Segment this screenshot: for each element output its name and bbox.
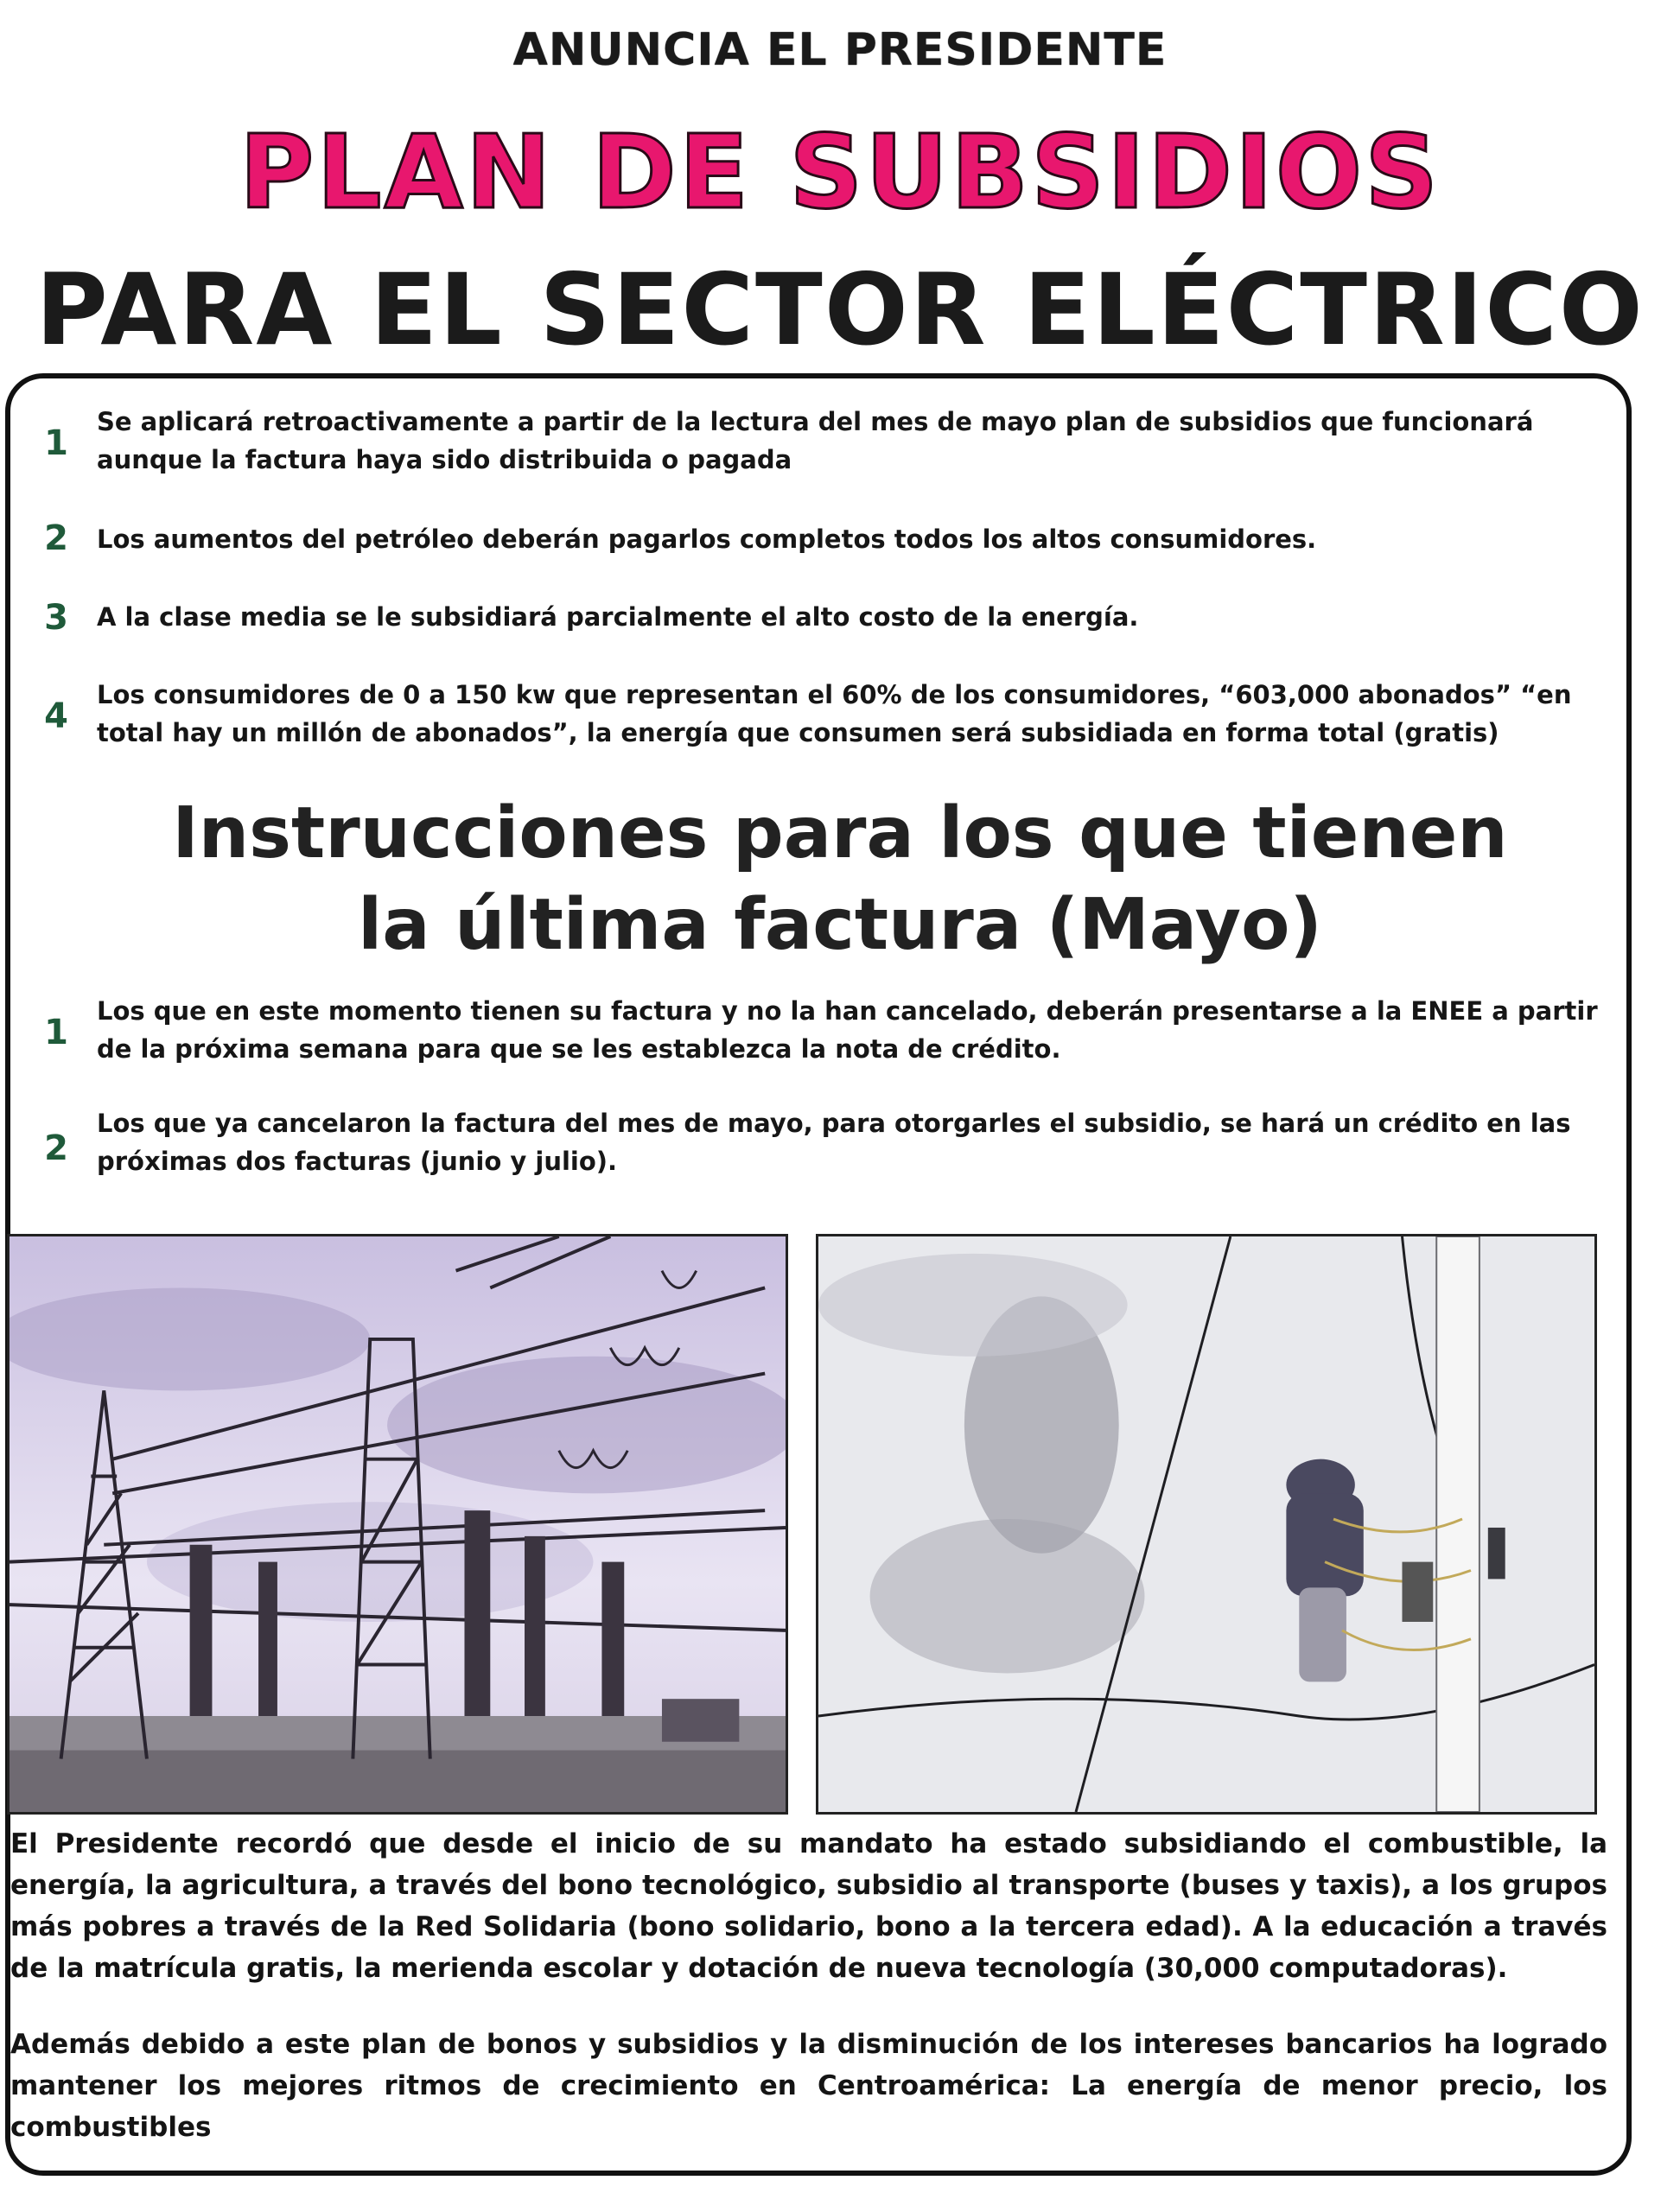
electrical-substation-photo <box>7 1234 788 1815</box>
title-line-1: PLAN DE SUBSIDIOS <box>239 112 1441 232</box>
body-paragraph: Además debido a este plan de bonos y subsidios y la disminución de los intereses bancarios ha logrado mantener los mejores ritmos de crecimiento en Centroamérica: La energía de menor precio, los combustibles <box>10 2029 1607 2143</box>
body-paragraph: El Presidente recordó que desde el inicio de su mandato ha estado subsidiando el combustible, la energía, la agricultura, a través del bono tecnológico, subsidio al transporte (buses y taxis), a los grupos más pobres a través de la Red Solidaria (bono solidario, bono a la tercera edad). A la educación a través de la matrícula gratis, la merienda escolar y dotación de nueva tecnología (30,000 computadoras). <box>10 1828 1607 1984</box>
kicker: ANUNCIA EL PRESIDENTE <box>512 24 1168 76</box>
measure-item <box>26 403 1625 480</box>
measure-text: Los aumentos del petróleo deberán pagarlos completos todos los altos consumidores. <box>97 524 1317 554</box>
measure-number: 4 <box>44 696 68 736</box>
measure-item <box>26 520 1625 563</box>
measure-text: Los consumidores de 0 a 150 kw que representan el 60% de los consumidores, “603,000 abonados” “en total hay un millón de abonados”, la energía que consumen será subsidiada en forma total (gratis) <box>97 680 1572 747</box>
measure-text: A la clase media se le subsidiará parcialmente el alto costo de la energía. <box>97 602 1139 632</box>
instruction-number: 2 <box>44 1128 68 1168</box>
instruction-number: 1 <box>44 1013 68 1052</box>
lineman-on-pole-photo <box>816 1234 1597 1815</box>
instructions-heading-line-2: la última factura (Mayo) <box>358 884 1322 966</box>
measure-number: 1 <box>44 423 68 463</box>
measure-item <box>26 598 1625 641</box>
instruction-text: Los que ya cancelaron la factura del mes de mayo, para otorgarles el subsidio, se hará un crédito en las próximas dos facturas (junio y julio). <box>97 1109 1571 1176</box>
instruction-item <box>26 1104 1625 1182</box>
title-line-2: PARA EL SECTOR ELÉCTRICO <box>35 252 1645 367</box>
measure-text: Se aplicará retroactivamente a partir de la lectura del mes de mayo plan de subsidios que funcionará aunque la factura haya sido distribuida o pagada <box>97 407 1534 474</box>
measure-number: 3 <box>44 598 68 638</box>
instruction-text: Los que en este momento tienen su factura y no la han cancelado, deberán presentarse a la ENEE a partir de la próxima semana para que se les establezca la nota de crédito. <box>97 996 1598 1064</box>
instructions-heading-line-1: Instrucciones para los que tienen <box>172 792 1508 874</box>
instructions-heading <box>0 788 1680 971</box>
instruction-item <box>26 992 1625 1070</box>
measure-item <box>26 676 1625 753</box>
measure-number: 2 <box>44 518 68 558</box>
